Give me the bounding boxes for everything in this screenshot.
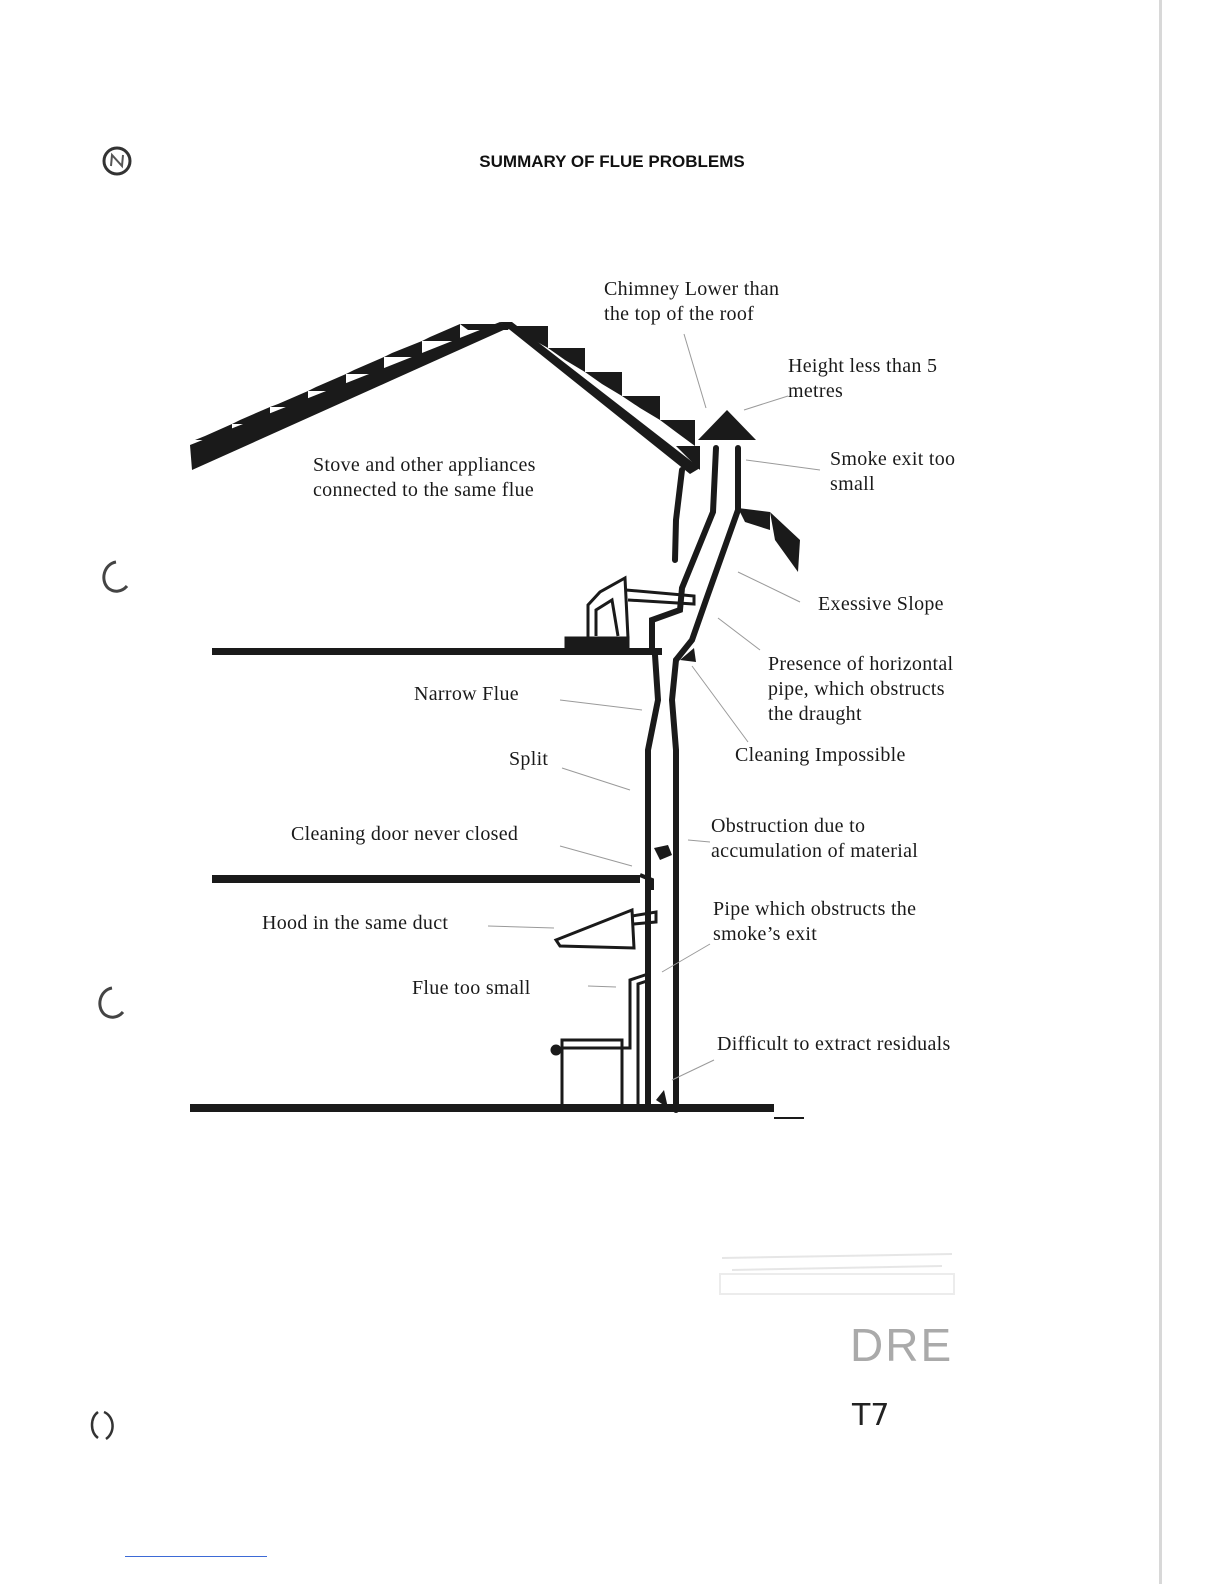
label-line: Obstruction due to (711, 815, 866, 837)
label-line: smoke’s exit (713, 923, 818, 945)
roof-right (500, 322, 800, 572)
roof-left (190, 322, 512, 470)
label-line: Stove and other appliances (313, 454, 536, 476)
label-line: Chimney Lower than (604, 278, 780, 300)
label-split: Split (509, 748, 549, 770)
label-line: pipe, which obstructs (768, 678, 945, 700)
label-height-less (788, 354, 937, 404)
label-stove-appliances (313, 453, 536, 503)
page-title: SUMMARY OF FLUE PROBLEMS (479, 152, 745, 171)
label-line: Smoke exit too (830, 448, 956, 470)
label-excessive-slope: Exessive Slope (818, 593, 944, 615)
label-cleaning-door: Cleaning door never closed (291, 823, 519, 845)
label-line: the draught (768, 703, 862, 725)
label-line: connected to the same flue (313, 479, 535, 501)
chimney-cap (698, 410, 756, 440)
label-line: Presence of horizontal (768, 653, 954, 675)
label-line: Height less than 5 (788, 355, 938, 377)
label-line: the top of the roof (604, 303, 755, 325)
label-hood: Hood in the same duct (262, 912, 449, 934)
stamp-text: DRE (850, 1319, 954, 1371)
label-line: metres (788, 380, 844, 402)
lower-stove (552, 974, 650, 1108)
footer-rule (125, 1556, 267, 1557)
page-number: T7 (852, 1398, 890, 1433)
label-line: accumulation of material (711, 840, 919, 862)
label-obstruction (711, 814, 918, 864)
label-line: small (830, 473, 875, 495)
label-narrow-flue: Narrow Flue (414, 683, 519, 705)
label-cleaning-impossible: Cleaning Impossible (735, 744, 906, 766)
label-pipe-obstructs (713, 897, 916, 947)
label-horizontal-pipe (768, 652, 953, 727)
label-flue-small: Flue too small (412, 977, 531, 999)
hood (556, 910, 656, 948)
label-line: Pipe which obstructs the (713, 898, 917, 920)
label-chimney-lower (604, 277, 779, 327)
label-smoke-exit (830, 447, 955, 497)
label-difficult-extract: Difficult to extract residuals (717, 1033, 951, 1055)
